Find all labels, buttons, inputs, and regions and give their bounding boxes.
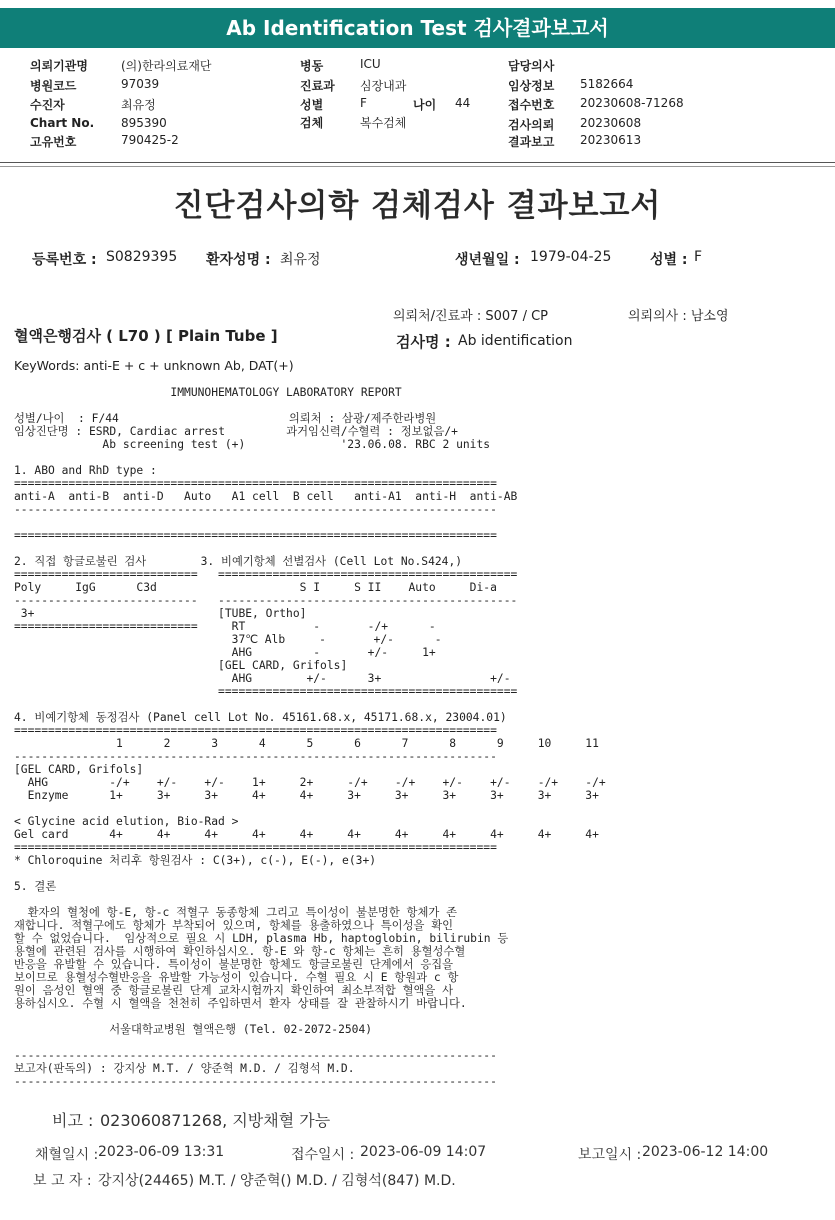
lab-report-line: Ab screening test (+) '23.06.08. RBC 2 units [14, 438, 491, 451]
lab-report-line: 37℃ Alb - +/- - [14, 633, 442, 646]
received-label: 접수일시 : [291, 1147, 355, 1163]
header-label-hospital-code: 병원코드 [30, 79, 77, 93]
lab-report-line: 2. 직접 항글로불린 검사 3. 비예기항체 선별검사 (Cell Lot No.S424,) [14, 555, 463, 568]
header-label-department: 진료과 [300, 79, 335, 93]
lab-report-line: 용혈에 관련된 검사를 시행하여 확인하십시오. 항-E 와 항-c 항체는 흔히 용혈성수혈 [14, 945, 466, 958]
lab-report-line: [GEL CARD, Grifols] [14, 763, 144, 776]
header-label-chart-no: Chart No. [30, 116, 95, 130]
header-label-ward: 병동 [300, 59, 324, 73]
lab-report-line: 할 수 없었습니다. 임상적으로 필요 시 LDH, plasma Hb, haptoglobin, bilirubin 등 [14, 932, 509, 945]
lab-report-line: ======================================================================= [14, 724, 497, 737]
lab-report-body [14, 386, 606, 1088]
header-value-clinical-info: 5182664 [580, 77, 634, 91]
requesting-doctor: 의뢰의사 : 남소영 [628, 309, 729, 324]
lab-report-line: 환자의 혈청에 항-E, 항-c 적혈구 동종항체 그리고 특이성이 불분명한 항체가 존 [14, 906, 458, 919]
header-value-chart-no: 895390 [121, 116, 167, 130]
header-value-department: 심장내과 [360, 79, 407, 93]
lab-report-line: 4. 비예기항체 동정검사 (Panel cell Lot No. 45161.68.x, 45171.68.x, 23004.01) [14, 711, 507, 724]
header-value-unique-no: 790425-2 [121, 133, 179, 147]
header-value-institution: (의)한라의료재단 [121, 59, 212, 73]
header-divider-secondary [0, 166, 835, 167]
keywords: KeyWords: anti-E + c + unknown Ab, DAT(+) [14, 358, 294, 373]
test-name: Ab identification [458, 333, 573, 349]
lab-report-line: 원이 음성인 혈액 중 항글로불린 단계 교차시험까지 확인하여 최소부적합 혈액을 사 [14, 984, 454, 997]
collected-datetime: 2023-06-09 13:31 [98, 1144, 225, 1160]
lab-report-line: 보이므로 용혈성수혈반응을 유발할 가능성이 있습니다. 수혈 필요 시 E 항원과 c 항 [14, 971, 459, 984]
header-label-receipt-no: 접수번호 [508, 98, 555, 112]
lab-report-line: ============================================ [14, 685, 518, 698]
lab-report-line [14, 1010, 606, 1023]
header-value-report-date: 20230613 [580, 133, 642, 147]
lab-report-line: 1 2 3 4 5 6 7 8 9 10 11 [14, 737, 599, 750]
header-value-age: 44 [455, 96, 471, 110]
remark-value: 023060871268, 지방채혈 가능 [100, 1111, 331, 1130]
lab-report-line: 5. 결론 [14, 880, 57, 893]
lab-report-line: 서울대학교병원 혈액은행 (Tel. 02-2072-2504) [14, 1023, 373, 1036]
header-value-ward: ICU [360, 57, 381, 71]
lab-report-line: --------------------------- -------------------------------------------- [14, 594, 518, 607]
lab-report-line: 보고자(판독의) : 강지상 M.T. / 양준혁 M.D. / 김형석 M.D. [14, 1062, 355, 1075]
lab-report-line [14, 802, 606, 815]
lab-report-line: 성별/나이 : F/44 의뢰처 : 삼광/제주한라병원 [14, 412, 437, 425]
reporter-value: 강지상(24465) M.T. / 양준혁() M.D. / 김형석(847) M.D. [98, 1173, 456, 1189]
lab-report-line: < Glycine acid elution, Bio-Rad > [14, 815, 239, 828]
lab-report-line: 반응을 유발할 수 있습니다. 특이성이 불분명한 항체도 항글로불린 단계에서 응집을 [14, 958, 454, 971]
patient-name: 최유정 [280, 252, 321, 268]
registration-label: 등록번호 : [32, 252, 97, 268]
lab-report-line: =========================== RT - -/+ - [14, 620, 436, 633]
lab-report-line: [GEL CARD, Grifols] [14, 659, 348, 672]
reported-label: 보고일시 : [578, 1147, 642, 1163]
lab-report-line: ----------------------------------------------------------------------- [14, 1049, 497, 1062]
collected-label: 채혈일시 : [35, 1147, 99, 1163]
registration-number: S0829395 [106, 249, 178, 265]
header-label-specimen: 검체 [300, 116, 324, 130]
header-value-sex: F [360, 96, 367, 110]
report-title: 진단검사의학 검체검사 결과보고서 [173, 188, 662, 224]
lab-report-line: 용하십시오. 수혈 시 혈액을 천천히 주입하면서 환자 상태를 잘 관찰하시기 바랍니다. [14, 997, 467, 1010]
header-label-doctor: 담당의사 [508, 59, 555, 73]
lab-report-line: ======================================================================= [14, 477, 497, 490]
lab-report-line [14, 867, 606, 880]
header-label-sex: 성별 [300, 98, 324, 112]
lab-report-line: AHG -/+ +/- +/- 1+ 2+ -/+ -/+ +/- +/- -/+ -/+ [14, 776, 606, 789]
sex-label: 성별 : [650, 252, 688, 268]
lab-report-line [14, 1036, 606, 1049]
lab-report-line: IMMUNOHEMATOLOGY LABORATORY REPORT [14, 386, 402, 399]
header-value-hospital-code: 97039 [121, 77, 160, 91]
header-label-institution: 의뢰기관명 [30, 59, 88, 73]
lab-report-line: Poly IgG C3d S I S II Auto Di-a [14, 581, 497, 594]
lab-report-line [14, 516, 606, 529]
lab-report-line: Gel card 4+ 4+ 4+ 4+ 4+ 4+ 4+ 4+ 4+ 4+ 4+ [14, 828, 599, 841]
lab-report-line [14, 399, 606, 412]
header-label-patient: 수진자 [30, 98, 65, 112]
header-value-receipt-no: 20230608-71268 [580, 96, 684, 110]
received-datetime: 2023-06-09 14:07 [360, 1144, 487, 1160]
lab-report-line: ----------------------------------------------------------------------- [14, 1075, 497, 1088]
lab-report-line: ----------------------------------------------------------------------- [14, 750, 497, 763]
lab-report-line [14, 451, 606, 464]
lab-report-line: =========================== ============================================ [14, 568, 518, 581]
header-label-unique-no: 고유번호 [30, 135, 77, 149]
lab-report-line [14, 893, 606, 906]
remark-label: 비고 : [52, 1111, 94, 1130]
lab-report-line: 임상진단명 : ESRD, Cardiac arrest 과거임신력/수혈력 : 정보없음/+ [14, 425, 458, 438]
report-banner: Ab Identification Test 검사결과보고서 [0, 8, 835, 48]
header-divider [0, 162, 835, 163]
reporter-label: 보 고 자 : [33, 1173, 92, 1189]
lab-report-line [14, 542, 606, 555]
lab-report-line: ======================================================================= [14, 841, 497, 854]
header-label-age: 나이 [413, 98, 437, 112]
lab-report-line: Enzyme 1+ 3+ 3+ 4+ 4+ 3+ 3+ 3+ 3+ 3+ 3+ [14, 789, 599, 802]
header-value-specimen: 복수검체 [360, 116, 407, 130]
lab-report-line: anti-A anti-B anti-D Auto A1 cell B cell anti-A1 anti-H anti-AB [14, 490, 518, 503]
lab-report-line: 3+ [TUBE, Ortho] [14, 607, 307, 620]
header-value-request-date: 20230608 [580, 116, 642, 130]
lab-report-line: ----------------------------------------------------------------------- [14, 503, 497, 516]
header-label-clinical-info: 임상정보 [508, 79, 555, 93]
lab-report-line: * Chloroquine 처리후 항원검사 : C(3+), c(-), E(-), e(3+) [14, 854, 377, 867]
lab-report-line: AHG +/- 3+ +/- [14, 672, 511, 685]
sex-value: F [694, 249, 703, 265]
header-value-patient: 최유정 [121, 98, 156, 112]
lab-report-line: AHG - +/- 1+ [14, 646, 436, 659]
reported-datetime: 2023-06-12 14:00 [642, 1144, 769, 1160]
header-label-request-date: 검사의뢰 [508, 118, 555, 132]
test-group: 혈액은행검사 ( L70 ) [ Plain Tube ] [14, 327, 278, 345]
patient-name-label: 환자성명 : [206, 252, 271, 268]
header-label-report-date: 결과보고 [508, 135, 555, 149]
lab-report-line: ======================================================================= [14, 529, 497, 542]
dob-label: 생년월일 : [455, 252, 520, 268]
lab-report-line: 재합니다. 적혈구에도 항체가 부착되어 있으며, 항체를 용출하였으나 특이성을 확인 [14, 919, 454, 932]
lab-report-line: 1. ABO and RhD type : [14, 464, 157, 477]
requesting-department: 의뢰처/진료과 : S007 / CP [393, 309, 548, 324]
date-of-birth: 1979-04-25 [530, 249, 612, 265]
lab-report-line [14, 698, 606, 711]
test-name-label: 검사명 : [396, 333, 451, 351]
